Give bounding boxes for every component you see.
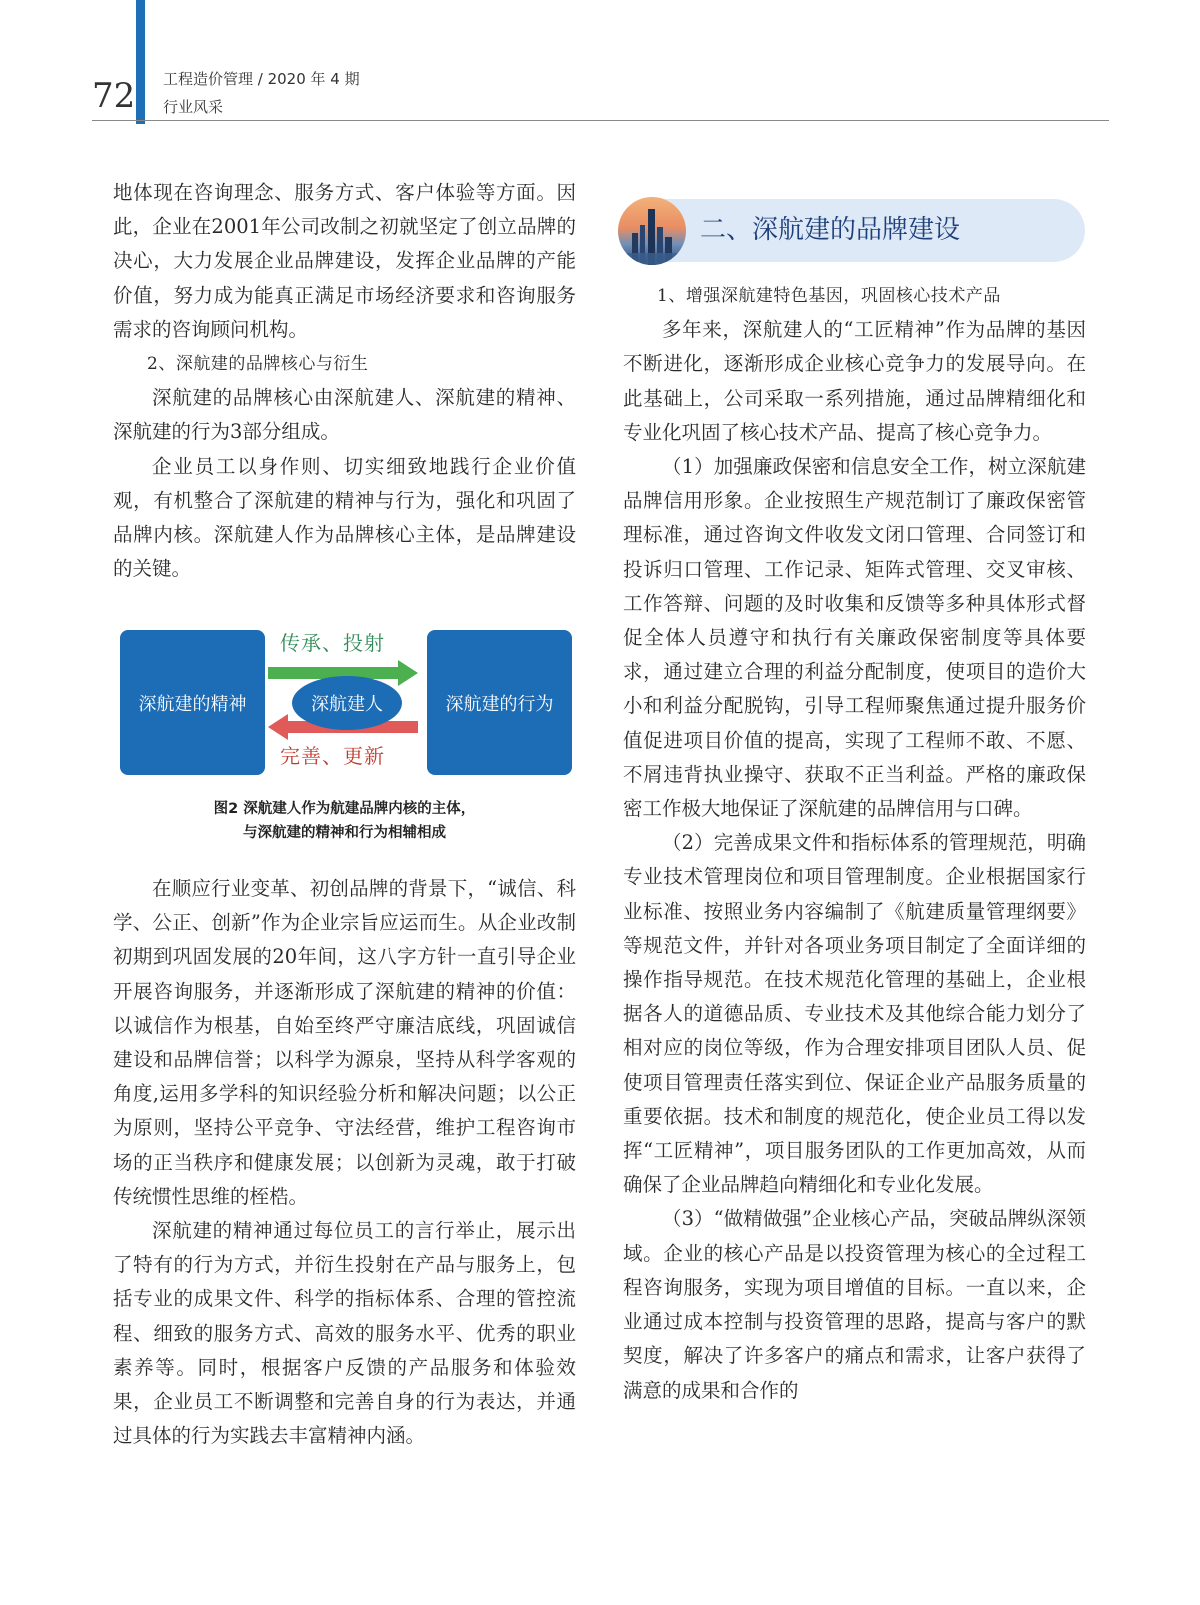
page-number: 72 — [92, 76, 136, 116]
left-column-top — [113, 176, 576, 586]
figure-caption — [113, 797, 576, 845]
subheading: 2、深航建的品牌核心与衍生 — [147, 354, 369, 375]
journal-title: 工程造价管理 / 2020 年 4 期 — [163, 70, 360, 88]
figure-top-label: 传承、投射 — [280, 631, 385, 655]
paragraph: 多年来，深航建人的“工匠精神”作为品牌的基因不断进化，逐渐形成企业核心竞争力的发展导向。在此基础上，公司采取一系列措施，通过品牌精细化和专业化巩固了核心技术产品、提高了核心竞争力。 — [623, 318, 1086, 444]
left-column-bottom — [113, 872, 576, 1453]
people-ellipse: 深航建人 — [292, 676, 402, 730]
subheading: 1、增强深航建特色基因，巩固核心技术产品 — [657, 286, 1001, 306]
city-skyline-icon — [618, 197, 686, 265]
header-accent-bar — [136, 0, 145, 124]
figure-bottom-label: 完善、更新 — [280, 744, 385, 768]
paragraph: 地体现在咨询理念、服务方式、客户体验等方面。因此，企业在2001年公司改制之初就坚定了创立品牌的决心，大力发展企业品牌建设，发挥企业品牌的产能价值，努力成为能真正满足市场经济要求和咨询服务需求的咨询顾问机构。 — [113, 181, 576, 341]
section-title: 二、深航建的品牌建设 — [700, 215, 961, 245]
header-divider — [92, 120, 1109, 121]
paragraph: 在顺应行业变革、初创品牌的背景下，“诚信、科学、公正、创新”作为企业宗旨应运而生。从企业改制初期到巩固发展的20年间，这八字方针一直引导企业开展咨询服务，并逐渐形成了深航建的精神的价值：以诚信作为根基，自始至终严守廉洁底线，巩固诚信建设和品牌信誉；以科学为源泉，坚持从科学客观的角度,运用多学科的知识经验分析和解决问题；以公正为原则，坚持公平竞争、守法经营，维护工程咨询市场的正当秩序和健康发展；以创新为灵魂，敢于打破传统惯性思维的桎梏。 — [113, 877, 576, 1208]
behavior-box: 深航建的行为 — [427, 630, 572, 775]
caption-line-1: 图2 深航建人作为航建品牌内核的主体， — [213, 801, 476, 817]
right-column — [623, 279, 1086, 1408]
paragraph: （2）完善成果文件和指标体系的管理规范，明确专业技术管理岗位和项目管理制度。企业根据国家行业标准、按照业务内容编制了《航建质量管理纲要》等规范文件，并针对各项业务项目制定了全面详细的操作指导规范。在技术规范化管理的基础上，企业根据各人的道德品质、专业技术及其他综合能力划分了相对应的岗位等级，作为合理安排项目团队人员、促使项目管理责任落实到位、保证企业产品服务质量的重要依据。技术和制度的规范化，使企业员工得以发挥“工匠精神”，项目服务团队的工作更加高效，从而确保了企业品牌趋向精细化和专业化发展。 — [623, 831, 1086, 1197]
spirit-box: 深航建的精神 — [120, 630, 265, 775]
figure-2 — [120, 630, 572, 775]
section-tag: 行业风采 — [163, 98, 224, 116]
paragraph: （3）“做精做强”企业核心产品，突破品牌纵深领域。企业的核心产品是以投资管理为核心的全过程工程咨询服务，实现为项目增值的目标。一直以来，企业通过成本控制与投资管理的思路，提高与客户的默契度，解决了许多客户的痛点和需求，让客户获得了满意的成果和合作的 — [623, 1207, 1086, 1402]
paragraph: 深航建的精神通过每位员工的言行举止，展示出了特有的行为方式，并衍生投射在产品与服务上，包括专业的成果文件、科学的指标体系、合理的管控流程、细致的服务方式、高效的服务水平、优秀的职业素养等。同时，根据客户反馈的产品服务和体验效果，企业员工不断调整和完善自身的行为表达，并通过具体的行为实践去丰富精神内涵。 — [113, 1219, 576, 1448]
paragraph: 企业员工以身作则、切实细致地践行企业价值观，有机整合了深航建的精神与行为，强化和巩固了品牌内核。深航建人作为品牌核心主体，是品牌建设的关键。 — [113, 454, 576, 581]
paragraph: 深航建的品牌核心由深航建人、深航建的精神、深航建的行为3部分组成。 — [113, 386, 576, 444]
caption-line-2: 与深航建的精神和行为相辅相成 — [243, 825, 446, 841]
paragraph: （1）加强廉政保密和信息安全工作，树立深航建品牌信用形象。企业按照生产规范制订了廉政保密管理标准，通过咨询文件收发文闭口管理、合同签订和投诉归口管理、工作记录、矩阵式管理、交叉审核、工作答辩、问题的及时收集和反馈等多种具体形式督促全体人员遵守和执行有关廉政保密制度等具体要求，通过建立合理的利益分配制度，使项目的造价大小和利益分配脱钩，引导工程师聚焦通过提升服务价值促进项目价值的提高，实现了工程师不敢、不愿、不屑违背执业操守、获取不正当利益。严格的廉政保密工作极大地保证了深航建的品牌信用与口碑。 — [623, 455, 1086, 821]
